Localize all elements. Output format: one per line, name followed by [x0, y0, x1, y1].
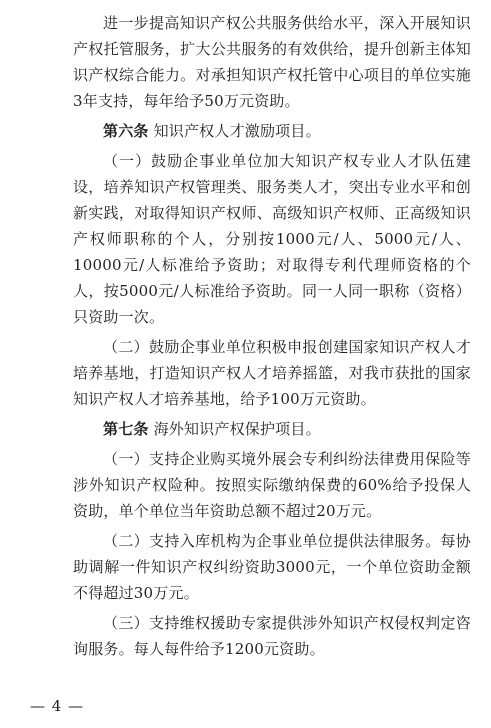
paragraph-talent-titles: （一）鼓励企事业单位加大知识产权专业人才队伍建设，培养知识产权管理类、服务类人才，突出专业水平和创新实践，对取得知识产权师、高级知识产权师、正高级知识产权师职称的个人，分别按1000元/人、5000元/人、10000元/人标准给予资助；对取得专利代理师资格的个人，按5000元/人标准给予资助。同一人同一职称（资格）只资助一次。 — [73, 152, 471, 326]
page-number: — 4 — — [30, 697, 85, 715]
paragraph-talent-base: （二）鼓励企事业单位积极申报创建国家知识产权人才培养基地，打造知识产权人才培养摇篮，对我市获批的国家知识产权人才培养基地，给予100万元资助。 — [73, 338, 471, 408]
article-6-title: 知识产权人才激励项目。 — [153, 122, 321, 140]
article-6-heading — [73, 118, 471, 144]
article-6-number: 第六条 — [103, 122, 149, 140]
paragraph-overseas-insurance: （一）支持企业购买境外展会专利纠纷法律费用保险等涉外知识产权险种。按照实际缴纳保费的60%给予投保人资助，单个单位当年资助总额不超过20万元。 — [73, 450, 471, 520]
article-7-number: 第七条 — [103, 420, 149, 438]
paragraph-expert-consulting: （三）支持维权援助专家提供涉外知识产权侵权判定咨询服务。每人每件给予1200元资助。 — [73, 614, 471, 658]
article-7-title: 海外知识产权保护项目。 — [153, 420, 321, 438]
document-body — [73, 10, 471, 662]
article-7-heading — [73, 416, 471, 442]
paragraph-legal-services: （二）支持入库机构为企事业单位提供法律服务。每协助调解一件知识产权纠纷资助3000元，一个单位资助金额不得超过30万元。 — [73, 532, 471, 602]
paragraph-ip-custody: 进一步提高知识产权公共服务供给水平，深入开展知识产权托管服务，扩大公共服务的有效供给，提升创新主体知识产权综合能力。对承担知识产权托管中心项目的单位实施3年支持，每年给予50万元资助。 — [73, 14, 471, 110]
